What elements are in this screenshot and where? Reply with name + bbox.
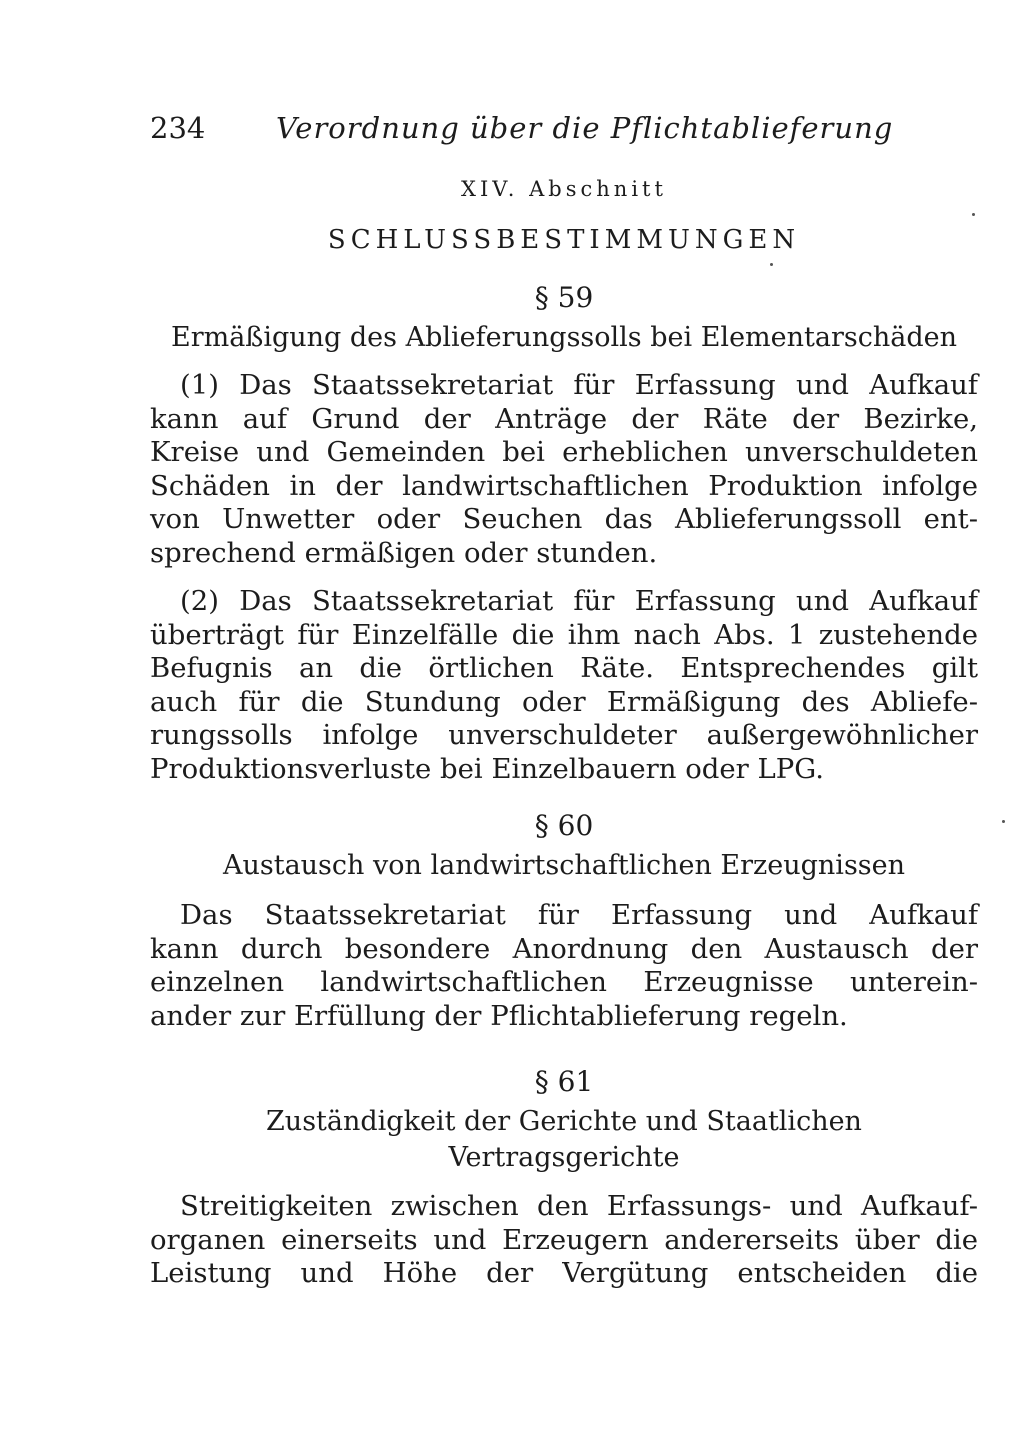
text-line: rungssolls infolge unverschuldeter außergewöhnlicher	[150, 719, 978, 752]
text-line: kann auf Grund der Anträge der Räte der Bezirke,	[150, 402, 978, 435]
paragraph-61-text	[150, 1190, 978, 1291]
text-line: Streitigkeiten zwischen den Erfassungs- und Aufkauf-	[180, 1190, 978, 1222]
paragraph-number-59: § 59	[534, 281, 594, 314]
text-line: auch für die Stundung oder Ermäßigung des Abliefe-	[150, 685, 978, 718]
text-line: Leistung und Höhe der Vergütung entscheiden die	[150, 1257, 978, 1290]
paragraph-heading-60: Austausch von landwirtschaftlichen Erzeugnissen	[222, 850, 906, 881]
paragraph-59-subsection-1	[150, 369, 978, 571]
section-title: SCHLUSSBESTIMMUNGEN	[327, 225, 801, 255]
paragraph-heading-61-line-2: Vertragsgerichte	[448, 1142, 680, 1173]
text-line: überträgt für Einzelfälle die ihm nach Abs. 1 zustehende	[150, 618, 978, 651]
text-line: Befugnis an die örtlichen Räte. Entsprechendes gilt	[150, 652, 978, 685]
paragraph-number-61: § 61	[534, 1065, 594, 1098]
page-number: 234	[150, 111, 206, 145]
running-head	[150, 108, 978, 148]
text-line: (2) Das Staatssekretariat für Erfassung und Aufkauf	[180, 585, 978, 617]
scan-speck	[972, 213, 975, 216]
scan-speck	[770, 263, 773, 266]
document-page	[150, 0, 978, 1453]
text-line: kann durch besondere Anordnung den Austausch der	[150, 932, 978, 965]
scan-speck	[1002, 820, 1005, 823]
paragraph-number-60: § 60	[534, 809, 594, 842]
text-line: (1) Das Staatssekretariat für Erfassung und Aufkauf	[180, 369, 978, 401]
text-line: Kreise und Gemeinden bei erheblichen unverschuldeten	[150, 436, 978, 469]
text-line: Produktionsverluste bei Einzelbauern oder LPG.	[150, 752, 825, 785]
paragraph-60-text	[150, 899, 978, 1033]
part-heading: XIV. Abschnitt	[461, 177, 667, 201]
text-line: Schäden in der landwirtschaftlichen Produktion infolge	[150, 469, 978, 502]
text-line: sprechend ermäßigen oder stunden.	[150, 536, 658, 569]
paragraph-heading-61-line-1: Zuständigkeit der Gerichte und Staatlichen	[266, 1106, 862, 1137]
paragraph-heading-59: Ermäßigung des Ablieferungssolls bei Elementarschäden	[170, 322, 957, 353]
text-line: ander zur Erfüllung der Pflichtablieferung regeln.	[150, 999, 848, 1032]
running-title: Verordnung über die Pflichtablieferung	[276, 111, 894, 145]
text-line: von Unwetter oder Seuchen das Ablieferungssoll ent-	[150, 503, 978, 536]
text-line: organen einerseits und Erzeugern andererseits über die	[150, 1223, 978, 1256]
paragraph-59-subsection-2	[150, 585, 978, 787]
text-line: Das Staatssekretariat für Erfassung und Aufkauf	[180, 899, 978, 931]
text-line: einzelnen landwirtschaftlichen Erzeugnisse unterein-	[150, 966, 978, 999]
